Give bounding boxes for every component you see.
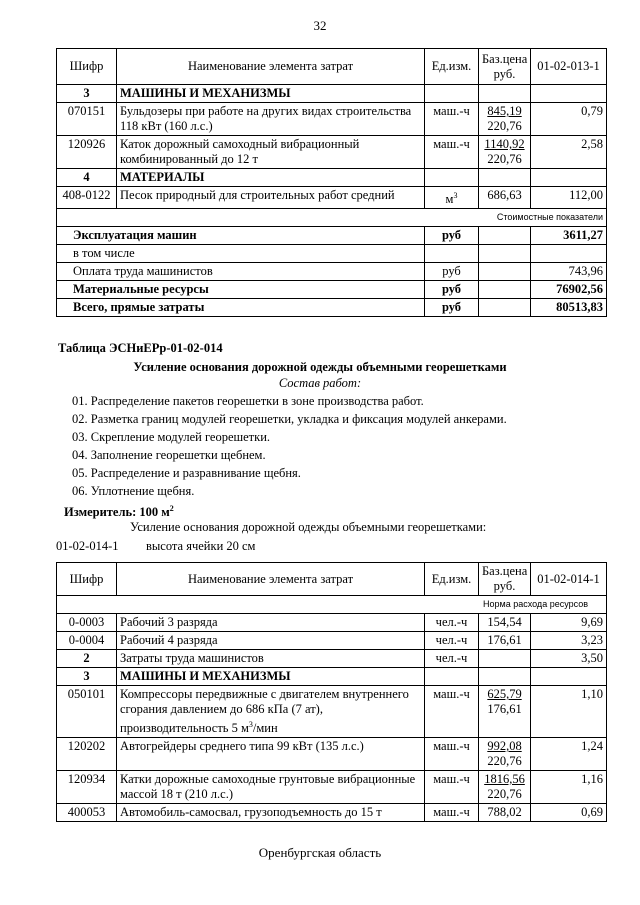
row-price: 625,79 176,61 xyxy=(479,686,531,738)
work-item: 05. Распределение и разравнивание щебня. xyxy=(72,466,301,480)
table-row xyxy=(57,136,607,169)
row-name: Песок природный для строительных работ средний xyxy=(117,187,425,209)
row-code: 408-0122 xyxy=(57,187,117,209)
header-name: Наименование элемента затрат xyxy=(117,49,425,85)
summary-row xyxy=(57,245,607,263)
row-unit: чел.-ч xyxy=(425,614,479,632)
resource-table-2 xyxy=(56,562,607,822)
item-code: 01-02-014-1 xyxy=(56,539,119,553)
resource-table-1 xyxy=(56,48,607,317)
measure-unit: Измеритель: 100 $м^2$ xyxy=(64,504,174,520)
header-unit: Ед.изм. xyxy=(425,49,479,85)
summary-value: 80513,83 xyxy=(531,299,607,317)
row-price: 992,08 220,76 xyxy=(479,738,531,771)
cost-header-row xyxy=(57,209,607,227)
work-composition-heading: Состав работ: xyxy=(278,376,362,390)
row-code: 400053 xyxy=(57,804,117,822)
page-number: 32 xyxy=(313,18,327,33)
table-row xyxy=(57,804,607,822)
page-footer: Оренбургская область xyxy=(258,845,382,860)
row-code: 2 xyxy=(57,650,117,668)
row-name: Рабочий 3 разряда xyxy=(117,614,425,632)
header-code: Шифр xyxy=(57,563,117,596)
row-code: 070151 xyxy=(57,103,117,136)
row-qty: 1,16 xyxy=(531,771,607,804)
row-qty: 9,69 xyxy=(531,614,607,632)
row-code: 050101 xyxy=(57,686,117,738)
summary-name: Оплата труда машинистов xyxy=(57,263,425,281)
row-unit: чел.-ч xyxy=(425,632,479,650)
summary-name: Материальные ресурсы xyxy=(57,281,425,299)
row-price: 686,63 xyxy=(479,187,531,209)
table-row xyxy=(57,738,607,771)
norm-label: Норма расхода ресурсов xyxy=(57,596,607,614)
section-row xyxy=(57,668,607,686)
row-price: 176,61 xyxy=(479,632,531,650)
row-name: Автомобиль-самосвал, грузоподъемность до 15 т xyxy=(117,804,425,822)
row-price: 154,54 xyxy=(479,614,531,632)
table-row xyxy=(57,614,607,632)
row-price: 1816,56 220,76 xyxy=(479,771,531,804)
section-title: МАШИНЫ И МЕХАНИЗМЫ xyxy=(117,668,425,686)
row-code: 120934 xyxy=(57,771,117,804)
row-price: 845,19 220,76 xyxy=(479,103,531,136)
row-qty: 1,10 xyxy=(531,686,607,738)
work-item: 03. Скрепление модулей георешетки. xyxy=(72,430,271,444)
summary-row xyxy=(57,227,607,245)
section-title: МАТЕРИАЛЫ xyxy=(117,169,425,187)
row-price: 788,02 xyxy=(479,804,531,822)
summary-name: Всего, прямые затраты xyxy=(57,299,425,317)
norm-header-row xyxy=(57,596,607,614)
summary-name: Эксплуатация машин xyxy=(57,227,425,245)
row-name: Автогрейдеры среднего типа 99 кВт (135 л.с.) xyxy=(117,738,425,771)
item-name: высота ячейки 20 см xyxy=(146,539,256,553)
row-unit: $м^3$ xyxy=(425,187,479,209)
row-qty: 2,58 xyxy=(531,136,607,169)
work-item: 01. Распределение пакетов георешетки в зоне производства работ. xyxy=(72,394,424,408)
summary-value: 3611,27 xyxy=(531,227,607,245)
table-row xyxy=(57,650,607,668)
table-row xyxy=(57,187,607,209)
section-row xyxy=(57,169,607,187)
row-unit: маш.-ч xyxy=(425,136,479,169)
summary-name: в том числе xyxy=(57,245,425,263)
row-qty: 0,79 xyxy=(531,103,607,136)
summary-row xyxy=(57,299,607,317)
row-name: Затраты труда машинистов xyxy=(117,650,425,668)
table-row xyxy=(57,771,607,804)
row-code: 120926 xyxy=(57,136,117,169)
table-header-row xyxy=(57,563,607,596)
section-number: 4 xyxy=(57,169,117,187)
row-unit: маш.-ч xyxy=(425,103,479,136)
row-name: Каток дорожный самоходный вибрационный комбинированный до 12 т xyxy=(117,136,425,169)
section-title: МАШИНЫ И МЕХАНИЗМЫ xyxy=(117,85,425,103)
work-item: 04. Заполнение георешетки щебнем. xyxy=(72,448,266,462)
section-number: 3 xyxy=(57,85,117,103)
row-qty: 3,50 xyxy=(531,650,607,668)
summary-value: 76902,56 xyxy=(531,281,607,299)
cost-indicators-label: Стоимостные показатели xyxy=(57,209,607,227)
summary-unit: руб xyxy=(425,227,479,245)
row-unit: чел.-ч xyxy=(425,650,479,668)
row-name: Бульдозеры при работе на других видах строительства 118 кВт (160 л.с.) xyxy=(117,103,425,136)
table-row xyxy=(57,632,607,650)
row-name: Рабочий 4 разряда xyxy=(117,632,425,650)
row-code: 120202 xyxy=(57,738,117,771)
row-unit: маш.-ч xyxy=(425,738,479,771)
row-qty: 112,00 xyxy=(531,187,607,209)
summary-unit: руб xyxy=(425,299,479,317)
header-code: Шифр xyxy=(57,49,117,85)
header-price: Баз.цена руб. xyxy=(479,563,531,596)
row-name: Компрессоры передвижные с двигателем внутреннего сгорания давлением до 686 кПа (7 ат), производительность 5 $м^3$/мин xyxy=(117,686,425,738)
row-code: 0-0004 xyxy=(57,632,117,650)
summary-row xyxy=(57,263,607,281)
row-code: 0-0003 xyxy=(57,614,117,632)
summary-row xyxy=(57,281,607,299)
work-item: 02. Разметка границ модулей георешетки, укладка и фиксация модулей анкерами. xyxy=(72,412,507,426)
summary-value: 743,96 xyxy=(531,263,607,281)
header-name: Наименование элемента затрат xyxy=(117,563,425,596)
table-row xyxy=(57,103,607,136)
header-norm: 01-02-013-1 xyxy=(531,49,607,85)
header-price: Баз.цена руб. xyxy=(479,49,531,85)
table-row xyxy=(57,686,607,738)
table-header-row xyxy=(57,49,607,85)
summary-unit: руб xyxy=(425,281,479,299)
row-qty: 0,69 xyxy=(531,804,607,822)
header-unit: Ед.изм. xyxy=(425,563,479,596)
header-norm: 01-02-014-1 xyxy=(531,563,607,596)
row-unit: маш.-ч xyxy=(425,771,479,804)
row-name: Катки дорожные самоходные грунтовые вибрационные массой 18 т (210 л.с.) xyxy=(117,771,425,804)
row-qty: 3,23 xyxy=(531,632,607,650)
row-price: 1140,92 220,76 xyxy=(479,136,531,169)
section-subtitle: Усиление основания дорожной одежды объемными георешетками: xyxy=(130,520,487,534)
work-item: 06. Уплотнение щебня. xyxy=(72,484,195,498)
summary-unit: руб xyxy=(425,263,479,281)
row-unit: маш.-ч xyxy=(425,804,479,822)
section-title: Усиление основания дорожной одежды объемными георешетками xyxy=(133,360,507,374)
row-qty: 1,24 xyxy=(531,738,607,771)
row-unit: маш.-ч xyxy=(425,686,479,738)
section-row xyxy=(57,85,607,103)
table-label: Таблица ЭСНиЕРр-01-02-014 xyxy=(58,341,223,355)
section-number: 3 xyxy=(57,668,117,686)
